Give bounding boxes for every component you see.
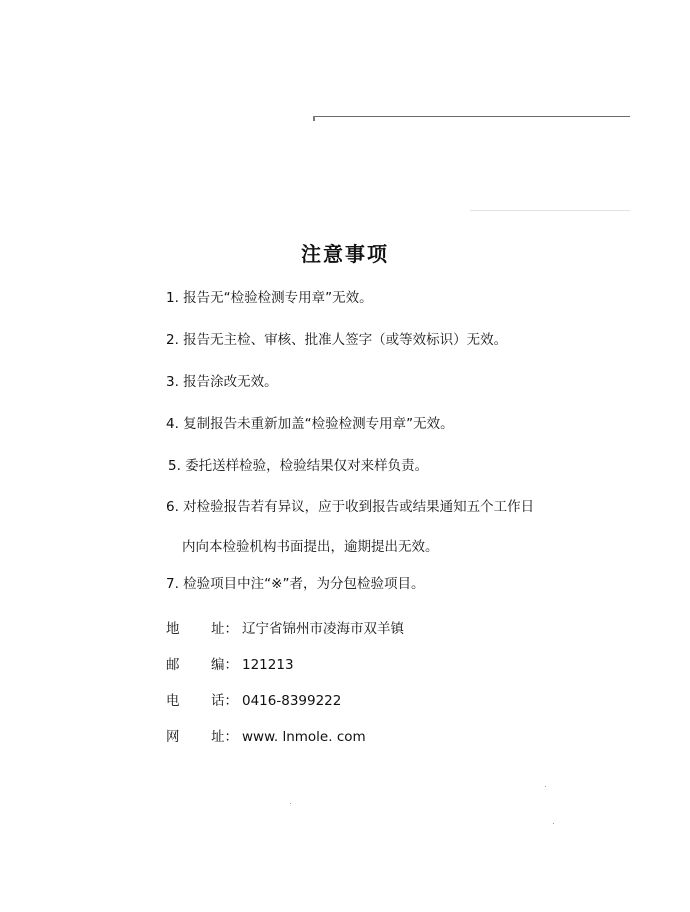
- postcode-label-char: 邮: [166, 657, 180, 673]
- website-label-suffix: 址：: [211, 729, 238, 745]
- scan-faint-line: [470, 210, 630, 211]
- phone-label-char: 电: [166, 693, 180, 709]
- postcode-label-suffix: 编：: [211, 657, 238, 673]
- phone-label: [166, 691, 238, 711]
- notice-item-3: 3. 报告涂改无效。: [166, 374, 278, 390]
- notice-item-6-continued: 内向本检验机构书面提出，逾期提出无效。: [182, 539, 439, 555]
- notice-item-5: 5. 委托送样检验，检验结果仅对来样负责。: [168, 458, 429, 474]
- postcode-value: 121213: [242, 657, 294, 673]
- website-label: [166, 727, 238, 747]
- address-label-char: 地: [166, 621, 180, 637]
- phone-value: 0416-8399222: [242, 693, 342, 709]
- notice-item-1: 1. 报告无“检验检测专用章”无效。: [166, 290, 373, 306]
- address-label: [166, 619, 238, 639]
- scan-speck: [290, 803, 291, 804]
- notice-item-2: 2. 报告无主检、审核、批准人签字（或等效标识）无效。: [166, 332, 508, 348]
- page-title: 注意事项: [301, 242, 389, 266]
- postcode-label: [166, 655, 238, 675]
- scan-border-line: [313, 116, 630, 117]
- scan-speck: [553, 823, 554, 824]
- address-value: 辽宁省锦州市凌海市双羊镇: [242, 621, 404, 637]
- scan-speck: [545, 786, 546, 787]
- address-label-suffix: 址：: [211, 621, 238, 637]
- phone-label-suffix: 话：: [211, 693, 238, 709]
- notice-item-7: 7. 检验项目中注“※”者，为分包检验项目。: [166, 576, 425, 592]
- website-label-char: 网: [166, 729, 180, 745]
- notice-item-4: 4. 复制报告未重新加盖“检验检测专用章”无效。: [166, 416, 454, 432]
- notice-item-6: 6. 对检验报告若有异议，应于收到报告或结果通知五个工作日: [166, 499, 535, 515]
- website-value: www. lnmole. com: [242, 729, 366, 745]
